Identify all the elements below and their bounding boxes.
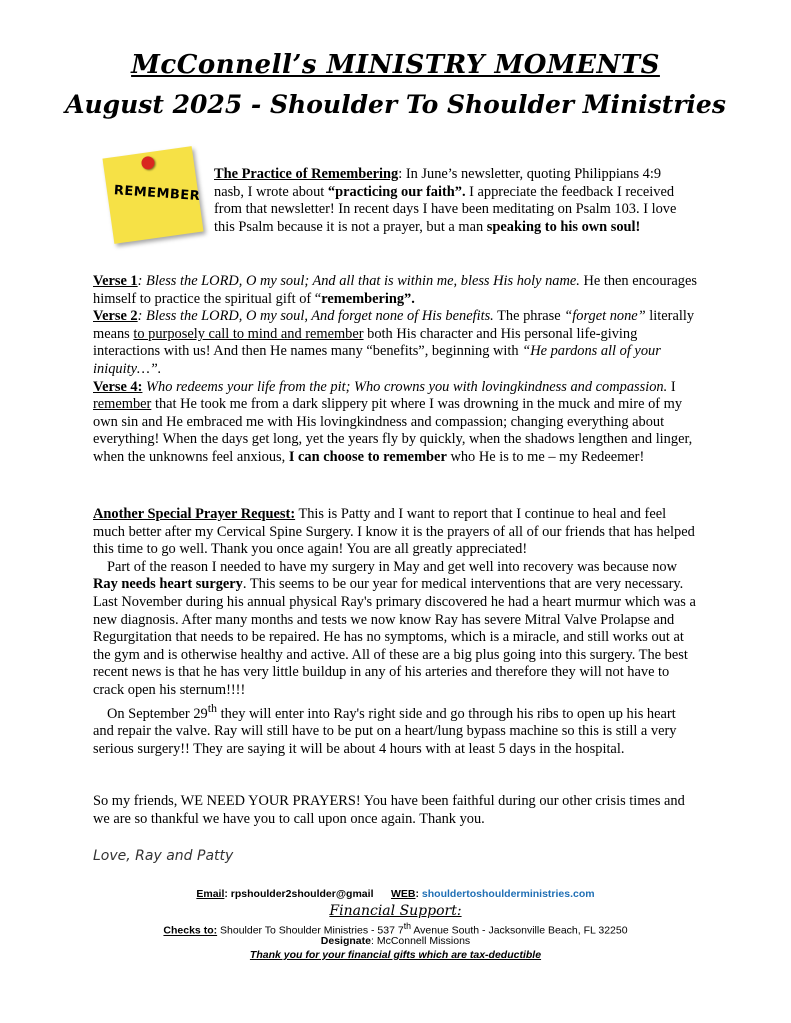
newsletter-title: McConnell’s MINISTRY MOMENTS [131, 50, 660, 80]
verse2-commentary-1: The phrase [493, 308, 565, 325]
verse1-commentary: He then encourages himself to practice the spiritual gift of “ [93, 273, 697, 307]
verse2-quote: “forget none” [564, 308, 646, 325]
intro-bold-1: “practicing our faith”. [327, 183, 466, 200]
designate-label: Designate [320, 935, 371, 947]
closing-paragraph: So my friends, WE NEED YOUR PRAYERS! You have been faithful during our other crisis times and we are so thankful we have you to call upon once again. Thank you. [93, 793, 685, 827]
designate-value: : McConnell Missions [370, 935, 471, 947]
designate-line [0, 935, 791, 947]
prayer-paragraph-1: This is Patty and I want to report that I continue to heal and feel much better after my Cervical Spine Surgery. I know it is the prayers of all of our friends that has helped this time to go well. Thank you once again! You are all greatly appreciated! [93, 506, 695, 558]
email-label: Email [196, 888, 225, 900]
prayer-paragraph-2 [93, 559, 699, 700]
prayer-p2-text-c: . This seems to be our year for medical interventions that are very necessary. Last November during his annual physical Ray's primary discovered he had a heart murmur which was a new diagnosis. After many months and tests we now know Ray has severe Mitral Valve Prolapse and Regurgitation that needs to be repaired. He has no symptoms, which is a miracle, and still works out at the gym and is otherwise healthy and active. All of these are a big plus going into this surgery. The best recent news is that he has very little buildup in any of his arteries and therefore they will not have to crack open his sternum!!!! [93, 576, 696, 698]
prayer-request-section [93, 506, 699, 758]
verse2-label: Verse 2 [93, 308, 138, 325]
verse4-commentary-3: who He is to me – my Redeemer! [446, 448, 645, 465]
checks-address-b: Avenue South - Jacksonville Beach, FL 32250 [411, 924, 628, 937]
pushpin-icon [141, 156, 156, 171]
prayer-p3-text-a: On September 29 [107, 705, 208, 722]
verse2-text: : Bless the LORD, O my soul, And forget none of His benefits. [137, 308, 494, 325]
checks-sup: th [403, 921, 411, 931]
checks-address-a: Shoulder To Shoulder Ministries - 537 7 [217, 924, 404, 937]
website-link[interactable]: shouldertoshoulderministries.com [421, 888, 595, 900]
verses-section [93, 273, 699, 467]
newsletter-subtitle: August 2025 - Shoulder To Shoulder Ministries [65, 90, 726, 119]
verse4-label: Verse 4: [93, 378, 143, 395]
verse1-label: Verse 1 [93, 273, 138, 289]
footer-contact: Email: rpshoulder2shoulder@gmail WEB: shouldertoshoulderministries.com [196, 888, 595, 900]
email-address[interactable]: : rpshoulder2shoulder@gmail [224, 888, 374, 900]
verse2-quote-2: “He pardons all of your iniquity…”. [93, 343, 661, 377]
verse4-underline: remember [93, 396, 152, 413]
prayer-p3-sup: th [207, 700, 218, 715]
intro-bold-2: speaking to his own soul! [486, 218, 641, 235]
prayer-p2-text-a: Part of the reason I needed to have my surgery in May and get well into recovery was because now [107, 558, 677, 575]
verse2-commentary-2: literally means [93, 308, 695, 342]
verse2-underline: to purposely call to mind and remember [133, 325, 364, 342]
sticky-note-text: REMEMBER [113, 183, 201, 205]
verse4-text: Who redeems your life from the pit; Who crowns you with lovingkindness and compassion. [142, 378, 668, 395]
intro-heading: The Practice of Remembering [214, 166, 399, 182]
verse4-bold: I can choose to remember [288, 448, 447, 465]
verse1-text: : Bless the LORD, O my soul; And all that is within me, bless His holy name. [137, 273, 580, 289]
prayer-p3-text-b: they will enter into Ray's right side and go through his ribs to open up his heart and repair the valve. Ray will still have to be put on a heart/lung bypass machine so this is still a very serious surgery!! They are saying it will be about 4 hours with at least 5 days in the hospital. [93, 705, 677, 757]
verse4-commentary-2: that He took me from a dark slippery pit where I was drowning in the muck and mire of my own sin and He embraced me with His lovingkindness and compassion; changing everything about everything! When the days get long, yet the years fly by quickly, when the shadows lengthen and linger, when the unknowns feel anxious, [93, 396, 693, 465]
web-label: WEB [391, 888, 416, 900]
financial-support-heading: Financial Support: [329, 903, 462, 919]
signature: Love, Ray and Patty [93, 848, 234, 864]
verse2-commentary-3: both His character and His personal life-giving interactions with us! And then He names many “benefits”, beginning with [93, 325, 638, 360]
remember-sticky-note-image [102, 146, 203, 244]
prayer-paragraph-3 [93, 700, 699, 759]
checks-label: Checks to: [163, 924, 218, 937]
intro-text-1: : In June’s newsletter, quoting Philippians 4:9 nasb, I wrote about [214, 166, 662, 200]
prayer-p2-bold: Ray needs heart surgery [93, 576, 243, 593]
verse1-bold: remembering”. [321, 290, 415, 307]
verse4-commentary-1: I [667, 378, 676, 395]
intro-text-2: I appreciate the feedback I received from that newsletter! In recent days I have been meditating on Psalm 103. I love this Psalm because it is not a prayer, but a man [214, 183, 677, 235]
tax-deductible-note: Thank you for your financial gifts which are tax-deductible [249, 949, 542, 961]
intro-paragraph [214, 166, 694, 236]
prayer-heading: Another Special Prayer Request: [93, 506, 296, 522]
